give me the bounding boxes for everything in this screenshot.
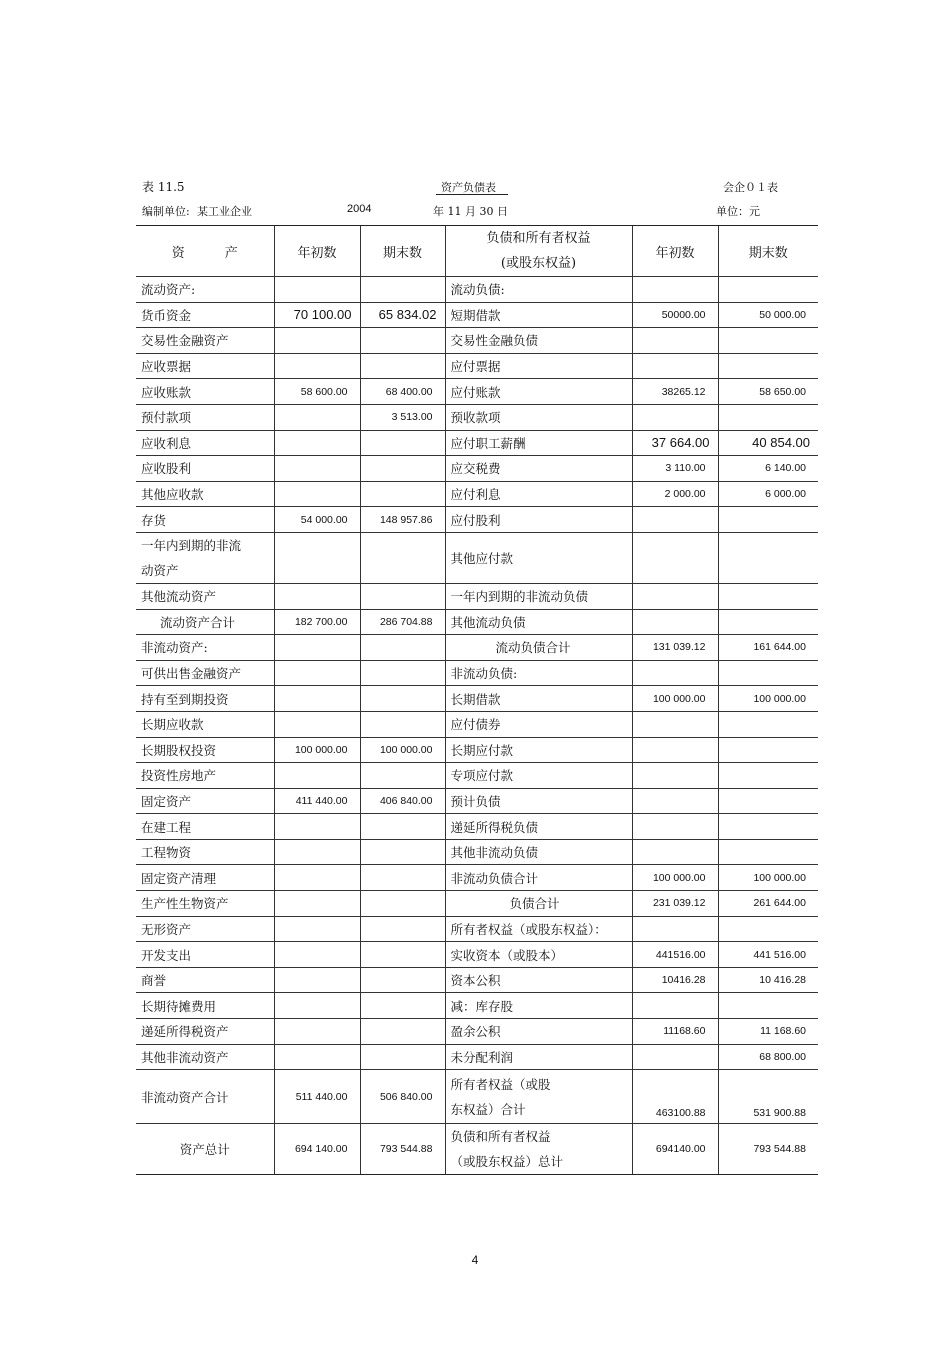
asset-begin-value	[274, 763, 360, 789]
liability-begin-value: 441516.00	[632, 942, 718, 968]
asset-label: 存货	[136, 507, 274, 533]
liability-end-value: 68 800.00	[718, 1044, 818, 1070]
liability-end-value: 10 416.28	[718, 967, 818, 993]
liability-begin-value: 10416.28	[632, 967, 718, 993]
asset-label: 固定资产清理	[136, 865, 274, 891]
header-end-2: 期末数	[718, 226, 818, 277]
liability-label: 未分配利润	[445, 1044, 632, 1070]
asset-begin-value	[274, 353, 360, 379]
prepared-by-name: 某工业企业	[197, 205, 252, 218]
liability-begin-value: 3 110.00	[632, 456, 718, 482]
asset-begin-value	[274, 814, 360, 840]
liability-label: 实收资本（或股本）	[445, 942, 632, 968]
table-row	[136, 711, 818, 737]
report-date: 年 11 月 30 日	[433, 205, 508, 218]
liability-label: 流动负债合计	[445, 635, 632, 661]
liability-label: 应付票据	[445, 353, 632, 379]
liability-end-value: 11 168.60	[718, 1019, 818, 1045]
asset-begin-value: 54 000.00	[274, 507, 360, 533]
asset-end-value	[360, 993, 445, 1019]
liability-begin-value: 11168.60	[632, 1019, 718, 1045]
table-row	[136, 507, 818, 533]
asset-label: 工程物资	[136, 839, 274, 865]
report-year: 2004	[347, 203, 372, 215]
asset-label: 商誉	[136, 967, 274, 993]
liability-begin-value	[632, 788, 718, 814]
asset-label: 其他应收款	[136, 481, 274, 507]
asset-label: 一年内到期的非流 动资产	[136, 532, 274, 583]
liability-end-value	[718, 583, 818, 609]
asset-begin-value	[274, 891, 360, 917]
page-number: 4	[471, 1253, 479, 1267]
liability-begin-value: 231 039.12	[632, 891, 718, 917]
asset-begin-value	[274, 942, 360, 968]
asset-begin-value	[274, 328, 360, 354]
table-row	[136, 788, 818, 814]
liability-end-value: 441 516.00	[718, 942, 818, 968]
liability-label: 应付账款	[445, 379, 632, 405]
header-end: 期末数	[360, 226, 445, 277]
asset-label: 开发支出	[136, 942, 274, 968]
liability-end-value	[718, 609, 818, 635]
liability-begin-value: 100 000.00	[632, 686, 718, 712]
title-underline	[436, 194, 508, 195]
liability-label: 负债和所有者权益 （或股东权益）总计	[445, 1124, 632, 1175]
liability-end-value	[718, 839, 818, 865]
form-code: 会企０１表	[723, 181, 778, 194]
asset-label: 流动资产:	[136, 277, 274, 303]
page-title: 资产负债表	[441, 181, 496, 194]
table-row	[136, 430, 818, 456]
table-row	[136, 916, 818, 942]
liability-end-value: 531 900.88	[718, 1070, 818, 1124]
liability-end-value	[718, 404, 818, 430]
liability-label: 其他应付款	[445, 532, 632, 583]
liability-label: 盈余公积	[445, 1019, 632, 1045]
liability-begin-value	[632, 1044, 718, 1070]
liability-begin-value	[632, 814, 718, 840]
asset-begin-value: 182 700.00	[274, 609, 360, 635]
asset-label: 长期股权投资	[136, 737, 274, 763]
liability-begin-value	[632, 404, 718, 430]
table-row	[136, 967, 818, 993]
asset-begin-value	[274, 404, 360, 430]
table-row	[136, 737, 818, 763]
table-row	[136, 379, 818, 405]
liability-label: 专项应付款	[445, 763, 632, 789]
asset-end-value	[360, 916, 445, 942]
liability-begin-value: 694140.00	[632, 1124, 718, 1175]
asset-label: 其他非流动资产	[136, 1044, 274, 1070]
asset-begin-value	[274, 865, 360, 891]
liability-begin-value: 2 000.00	[632, 481, 718, 507]
liability-label: 长期应付款	[445, 737, 632, 763]
asset-label: 递延所得税资产	[136, 1019, 274, 1045]
liability-end-value: 100 000.00	[718, 865, 818, 891]
asset-begin-value	[274, 686, 360, 712]
liability-end-value	[718, 993, 818, 1019]
asset-end-value	[360, 353, 445, 379]
header-begin-2: 年初数	[632, 226, 718, 277]
asset-label: 应收票据	[136, 353, 274, 379]
asset-label: 应收账款	[136, 379, 274, 405]
liability-begin-value: 50000.00	[632, 302, 718, 328]
asset-end-value	[360, 660, 445, 686]
asset-label: 资产总计	[136, 1124, 274, 1175]
asset-begin-value	[274, 635, 360, 661]
table-row	[136, 481, 818, 507]
asset-begin-value	[274, 660, 360, 686]
asset-end-value	[360, 456, 445, 482]
table-row	[136, 660, 818, 686]
liability-end-value: 161 644.00	[718, 635, 818, 661]
liability-begin-value	[632, 660, 718, 686]
table-row	[136, 277, 818, 303]
liability-label: 应交税费	[445, 456, 632, 482]
liability-begin-value: 38265.12	[632, 379, 718, 405]
liability-end-value	[718, 328, 818, 354]
asset-end-value: 506 840.00	[360, 1070, 445, 1124]
liability-end-value	[718, 763, 818, 789]
asset-label: 流动资产合计	[136, 609, 274, 635]
asset-begin-value	[274, 430, 360, 456]
asset-begin-value	[274, 532, 360, 583]
liability-begin-value	[632, 737, 718, 763]
asset-label: 非流动资产合计	[136, 1070, 274, 1124]
asset-label: 其他流动资产	[136, 583, 274, 609]
asset-end-value	[360, 532, 445, 583]
asset-label: 固定资产	[136, 788, 274, 814]
liability-begin-value	[632, 353, 718, 379]
liability-end-value: 40 854.00	[718, 430, 818, 456]
liability-end-value: 6 000.00	[718, 481, 818, 507]
liability-begin-value	[632, 277, 718, 303]
liability-label: 负债合计	[445, 891, 632, 917]
asset-end-value: 406 840.00	[360, 788, 445, 814]
asset-end-value	[360, 1044, 445, 1070]
asset-label: 投资性房地产	[136, 763, 274, 789]
table-row	[136, 328, 818, 354]
liability-begin-value	[632, 993, 718, 1019]
asset-begin-value	[274, 839, 360, 865]
table-row	[136, 839, 818, 865]
balance-sheet-table	[136, 225, 818, 1175]
asset-begin-value	[274, 277, 360, 303]
liability-begin-value	[632, 711, 718, 737]
liability-begin-value	[632, 916, 718, 942]
asset-end-value: 100 000.00	[360, 737, 445, 763]
liability-label: 一年内到期的非流动负债	[445, 583, 632, 609]
asset-label: 应收利息	[136, 430, 274, 456]
prepared-by-label: 编制单位:	[142, 205, 190, 218]
liability-end-value: 58 650.00	[718, 379, 818, 405]
liability-begin-value	[632, 609, 718, 635]
liability-end-value	[718, 660, 818, 686]
asset-label: 交易性金融资产	[136, 328, 274, 354]
asset-label: 长期应收款	[136, 711, 274, 737]
liability-end-value	[718, 532, 818, 583]
table-row	[136, 763, 818, 789]
table-row	[136, 635, 818, 661]
liability-label: 预计负债	[445, 788, 632, 814]
asset-begin-value	[274, 1044, 360, 1070]
asset-label: 在建工程	[136, 814, 274, 840]
liability-label: 资本公积	[445, 967, 632, 993]
liability-end-value	[718, 737, 818, 763]
table-row	[136, 609, 818, 635]
asset-end-value	[360, 967, 445, 993]
liability-label: 所有者权益（或股 东权益）合计	[445, 1070, 632, 1124]
asset-begin-value	[274, 1019, 360, 1045]
liability-begin-value: 37 664.00	[632, 430, 718, 456]
asset-end-value: 68 400.00	[360, 379, 445, 405]
table-row	[136, 353, 818, 379]
asset-end-value	[360, 814, 445, 840]
asset-end-value: 793 544.88	[360, 1124, 445, 1175]
liability-begin-value	[632, 507, 718, 533]
liability-label: 所有者权益（或股东权益）：	[445, 916, 632, 942]
asset-end-value	[360, 711, 445, 737]
table-header-row	[136, 226, 818, 277]
asset-label: 非流动资产:	[136, 635, 274, 661]
asset-label: 持有至到期投资	[136, 686, 274, 712]
asset-begin-value	[274, 456, 360, 482]
liability-label: 交易性金融负债	[445, 328, 632, 354]
asset-label: 应收股利	[136, 456, 274, 482]
liability-label: 应付利息	[445, 481, 632, 507]
asset-begin-value	[274, 583, 360, 609]
asset-begin-value	[274, 993, 360, 1019]
liability-end-value: 793 544.88	[718, 1124, 818, 1175]
table-row	[136, 814, 818, 840]
liability-label: 其他非流动负债	[445, 839, 632, 865]
liability-begin-value	[632, 583, 718, 609]
asset-end-value	[360, 430, 445, 456]
asset-end-value: 3 513.00	[360, 404, 445, 430]
liability-label: 应付债券	[445, 711, 632, 737]
asset-begin-value	[274, 481, 360, 507]
asset-end-value	[360, 839, 445, 865]
asset-end-value	[360, 891, 445, 917]
asset-label: 货币资金	[136, 302, 274, 328]
liability-begin-value	[632, 328, 718, 354]
liability-end-value: 6 140.00	[718, 456, 818, 482]
liability-end-value	[718, 353, 818, 379]
asset-end-value: 148 957.86	[360, 507, 445, 533]
asset-begin-value: 694 140.00	[274, 1124, 360, 1175]
table-row	[136, 865, 818, 891]
table-row	[136, 891, 818, 917]
asset-end-value: 286 704.88	[360, 609, 445, 635]
liability-end-value: 100 000.00	[718, 686, 818, 712]
liability-end-value	[718, 507, 818, 533]
table-row	[136, 404, 818, 430]
asset-end-value	[360, 583, 445, 609]
liability-begin-value	[632, 763, 718, 789]
asset-label: 长期待摊费用	[136, 993, 274, 1019]
asset-end-value	[360, 328, 445, 354]
asset-end-value	[360, 635, 445, 661]
header-begin: 年初数	[274, 226, 360, 277]
asset-begin-value	[274, 711, 360, 737]
liability-begin-value: 131 039.12	[632, 635, 718, 661]
liability-label: 应付股利	[445, 507, 632, 533]
asset-label: 预付款项	[136, 404, 274, 430]
table-row	[136, 1070, 818, 1124]
liability-label: 非流动负债:	[445, 660, 632, 686]
liability-label: 流动负债:	[445, 277, 632, 303]
liability-begin-value: 100 000.00	[632, 865, 718, 891]
table-row	[136, 583, 818, 609]
liability-label: 递延所得税负债	[445, 814, 632, 840]
asset-end-value	[360, 481, 445, 507]
currency-unit: 单位：元	[716, 205, 760, 218]
asset-end-value	[360, 763, 445, 789]
table-row	[136, 993, 818, 1019]
asset-begin-value: 58 600.00	[274, 379, 360, 405]
asset-begin-value: 100 000.00	[274, 737, 360, 763]
header-assets: 资 产	[136, 226, 274, 277]
liability-begin-value	[632, 839, 718, 865]
liability-end-value	[718, 711, 818, 737]
asset-begin-value: 411 440.00	[274, 788, 360, 814]
liability-end-value: 261 644.00	[718, 891, 818, 917]
table-row	[136, 942, 818, 968]
header-liabilities: 负债和所有者权益 (或股东权益)	[445, 226, 632, 277]
asset-end-value: 65 834.02	[360, 302, 445, 328]
liability-end-value	[718, 916, 818, 942]
table-row	[136, 1124, 818, 1175]
liability-begin-value: 463100.88	[632, 1070, 718, 1124]
table-row	[136, 1044, 818, 1070]
liability-end-value	[718, 814, 818, 840]
asset-label: 生产性生物资产	[136, 891, 274, 917]
asset-begin-value: 70 100.00	[274, 302, 360, 328]
table-row	[136, 686, 818, 712]
table-row	[136, 1019, 818, 1045]
asset-label: 可供出售金融资产	[136, 660, 274, 686]
asset-begin-value	[274, 967, 360, 993]
liability-label: 非流动负债合计	[445, 865, 632, 891]
liability-end-value: 50 000.00	[718, 302, 818, 328]
liability-label: 短期借款	[445, 302, 632, 328]
asset-end-value	[360, 942, 445, 968]
liability-label: 其他流动负债	[445, 609, 632, 635]
asset-end-value	[360, 1019, 445, 1045]
asset-end-value	[360, 277, 445, 303]
liability-begin-value	[632, 532, 718, 583]
liability-end-value	[718, 277, 818, 303]
asset-begin-value	[274, 916, 360, 942]
table-row	[136, 532, 818, 583]
liability-label: 预收款项	[445, 404, 632, 430]
liability-end-value	[718, 788, 818, 814]
liability-label: 应付职工薪酬	[445, 430, 632, 456]
asset-begin-value: 511 440.00	[274, 1070, 360, 1124]
asset-label: 无形资产	[136, 916, 274, 942]
asset-end-value	[360, 865, 445, 891]
table-number: 表 11.5	[142, 180, 185, 194]
table-row	[136, 456, 818, 482]
asset-end-value	[360, 686, 445, 712]
liability-label: 长期借款	[445, 686, 632, 712]
liability-label: 减：库存股	[445, 993, 632, 1019]
table-row	[136, 302, 818, 328]
